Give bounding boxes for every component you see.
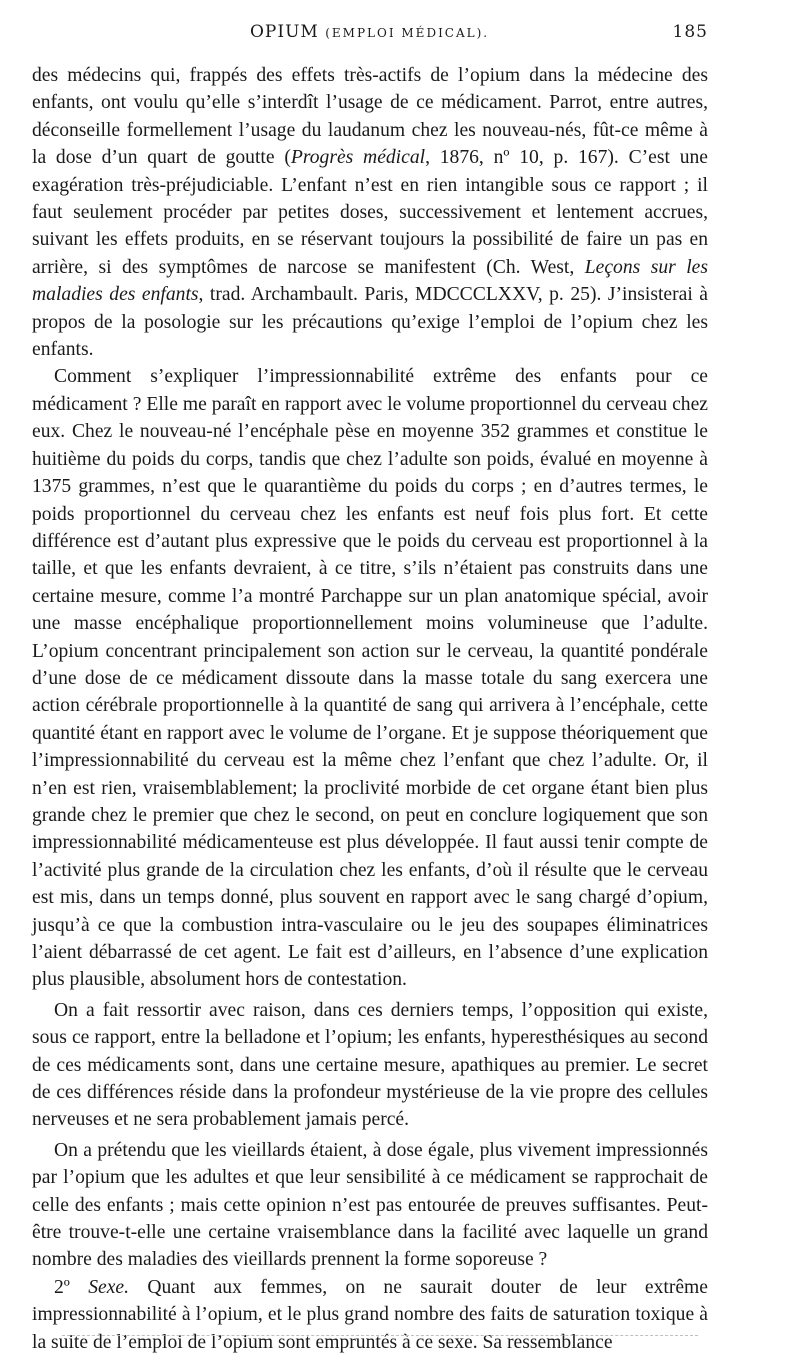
page	[32, 22, 708, 1356]
running-title-main: OPIUM	[250, 22, 319, 42]
paragraph-1-part-b: , 1876, nº 10, p. 167). C’est une exagération très-préjudiciable. L’enfant n’est en rien intangible sous ce rapport ; il faut seulement procéder par petites doses, successivement et lentement accrues, suivant les effets produits, en se réservant toujours la possibilité de faire un pas en arrière, si des symptômes de narcose se manifestent (Ch. West,	[32, 147, 708, 278]
section-heading: Sexe.	[88, 1276, 130, 1298]
page-number: 185	[672, 22, 708, 42]
paragraph-1	[32, 62, 708, 363]
running-title-sub: (EMPLOI MÉDICAL).	[325, 26, 490, 40]
running-title	[250, 22, 489, 42]
paragraph-5	[32, 1274, 708, 1356]
paragraph-1-part-a: des médecins qui, frappés des effets très-actifs de l’opium dans la médecine des enfants, ont voulu qu’elle s’interdît l’usage de ce médicament. Parrot, entre autres, déconseille formellement l’usage du laudanum chez les nouveau-nés, fût-ce même à la dose d’un quart de goutte (	[32, 65, 708, 169]
paragraph-2: Comment s’expliquer l’impressionnabilité extrême des enfants pour ce médicament ? Elle me paraît en rapport avec le volume proportionnel du cerveau chez eux. Chez le nouveau-né l’encéphale pèse en moyenne 352 grammes et constitue le huitième du poids du corps, tandis que chez l’adulte son poids, évalué en moyenne à 1375 grammes, n’est que le quarantième du poids du corps ; en d’autres termes, le poids proportionnel du cerveau chez les enfants est neuf fois plus fort. Et cette différence est d’autant plus expressive que le poids du cerveau est proportionnel à la taille, et que les enfants devraient, à ce titre, s’ils n’étaient pas construits dans une certaine mesure, comme l’a montré Parchappe sur un plan anatomique spécial, avoir une masse encéphalique proportionnellement moins volumineuse que l’adulte. L’opium concentrant principalement son action sur le cerveau, la quantité pondérale d’une dose de ce médicament dissoute dans la masse totale du sang exercera une action cérébrale proportionnelle à la quantité de sang qui arrivera à l’encéphale, cette quantité étant en rapport avec le volume de l’organe. Et je suppose théoriquement que l’impressionnabilité du cerveau est la même chez l’enfant que chez l’adulte. Or, il n’en est rien, vraisemblablement; la proclivité morbide de cet organe étant bien plus grande chez le premier que chez le second, on peut en conclure logiquement que son impressionnabilité médicamenteuse est plus développée. Il faut aussi tenir compte de l’activité plus grande de la circulation chez les enfants, d’où il résulte que le cerveau est mis, dans un temps donné, plus souvent en rapport avec le sang chargé d’opium, jusqu’à ce que la combustion intra-vasculaire ou le jeu des soupapes éliminatrices l’aient débarrassé de cet agent. Le fait est d’ailleurs, en l’absence d’une explication plus plausible, absolument hors de contestation.	[32, 366, 708, 991]
footer-rule	[62, 1335, 698, 1336]
paragraph-1-citation-1: Progrès médical	[290, 147, 426, 169]
section-number: 2º	[54, 1276, 89, 1298]
paragraph-4: On a prétendu que les vieillards étaient, à dose égale, plus vivement impressionnés par l’opium que les adultes et que leur sensibilité à ce médicament se rapprochait de celle des enfants ; mais cette opinion n’est pas entourée de preuves suffisantes. Peut-être trouve-t-elle une certaine vraisemblance dans la facilité avec laquelle un grand nombre des maladies des vieillards prennent la forme soporeuse ?	[32, 1139, 708, 1271]
running-header	[32, 22, 708, 50]
paragraph-5-text: Quant aux femmes, on ne saurait douter de leur extrême impressionnabilité à l’opium, et le plus grand nombre des faits de saturation toxique à la suite de l’emploi de l’opium sont empruntés à ce sexe. Sa ressemblance	[32, 1276, 708, 1353]
paragraph-3: On a fait ressortir avec raison, dans ces derniers temps, l’opposition qui existe, sous ce rapport, entre la belladone et l’opium; les enfants, hyperesthésiques au second de ces médicaments sont, dans une certaine mesure, apathiques au premier. Le secret de ces différences réside dans la profondeur mystérieuse de la vie propre des cellules nerveuses et ne sera probablement jamais percé.	[32, 999, 708, 1131]
body-text	[32, 62, 708, 1356]
paragraph-1-part-c: , trad. Archambault. Paris, MDCCCLXXV, p. 25). J’insisterai à propos de la posologie sur les précautions qu’exige l’emploi de l’opium chez les enfants.	[32, 284, 708, 361]
paragraph-1-citation-2: Leçons sur les maladies des enfants	[32, 256, 708, 306]
